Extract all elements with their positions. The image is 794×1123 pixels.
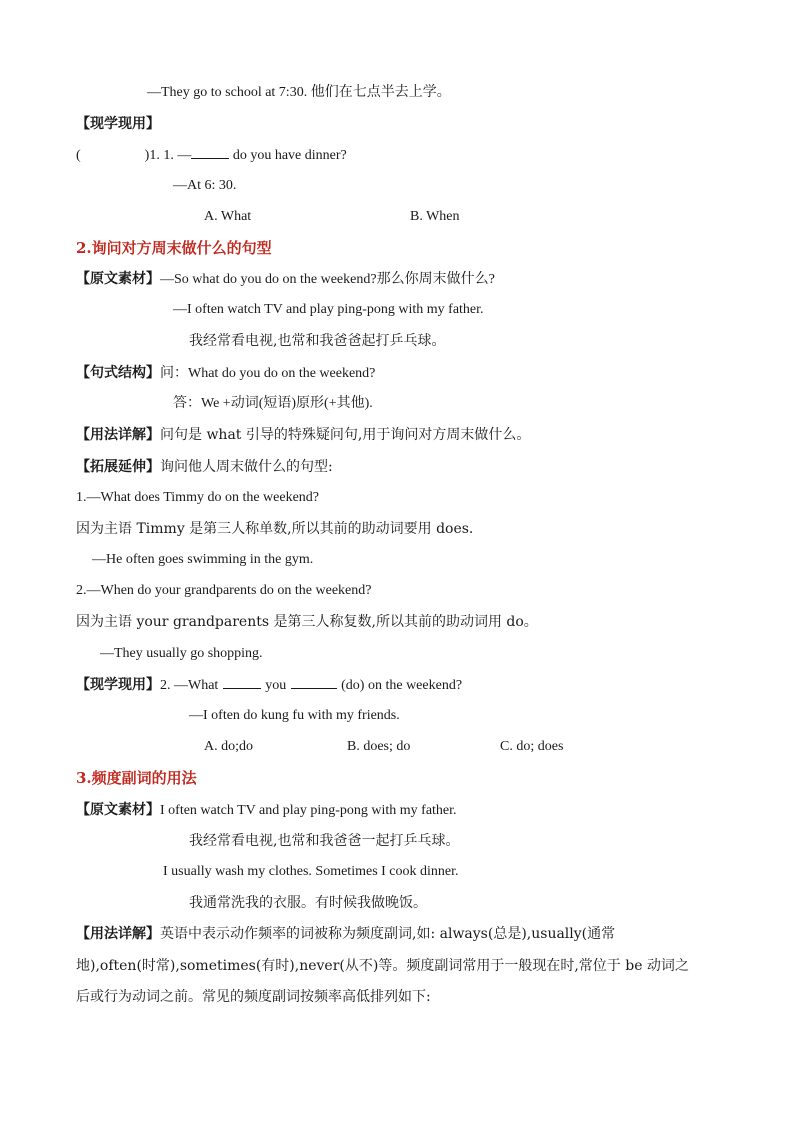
extension-answer-2: —They usually go shopping. bbox=[100, 646, 263, 661]
extension-text: 询问他人周末做什么的句型: bbox=[160, 459, 333, 475]
option-b-2: B. does; do bbox=[347, 739, 411, 754]
usage-line-3 bbox=[76, 924, 615, 944]
usage-text: 问句是 what 引导的特殊疑问句,用于询问对方周末做什么。 bbox=[160, 427, 531, 443]
question-1-line bbox=[76, 145, 347, 166]
option-c-2: C. do; does bbox=[500, 739, 564, 754]
source-material-text: —So what do you do on the weekend?那么你周末做什么? bbox=[160, 272, 495, 287]
option-b: B. When bbox=[410, 209, 460, 224]
question-number: )1. 1. — bbox=[144, 148, 192, 163]
source-material-text-3: I often watch TV and play ping-pong with my father. bbox=[160, 803, 457, 818]
usage-text-3-cont-2: 后或行为动词之前。常见的频度副词按频率高低排列如下: bbox=[76, 989, 431, 1005]
structure-line bbox=[76, 363, 375, 384]
practice-2-label: 【现学现用】 bbox=[76, 677, 160, 693]
extension-answer-1: —He often goes swimming in the gym. bbox=[92, 552, 314, 567]
usage-label: 【用法详解】 bbox=[76, 427, 160, 443]
extension-line bbox=[76, 457, 333, 477]
extension-example-1: 1.—What does Timmy do on the weekend? bbox=[76, 490, 320, 505]
answer-paren-open: ( bbox=[76, 148, 81, 163]
question-text: do you have dinner? bbox=[232, 148, 347, 163]
practice-2-answer: —I often do kung fu with my friends. bbox=[189, 708, 400, 723]
fill-blank-1[interactable] bbox=[223, 675, 261, 689]
example-answer-line: —They go to school at 7:30. 他们在七点半去上学。 bbox=[147, 85, 451, 100]
usage-label-3: 【用法详解】 bbox=[76, 926, 160, 942]
source-material-label-3: 【原文素材】 bbox=[76, 802, 160, 818]
option-a: A. What bbox=[204, 209, 252, 224]
source-material-label: 【原文素材】 bbox=[76, 271, 160, 287]
usage-line bbox=[76, 425, 530, 445]
section-2-heading: 2.询问对方周末做什么的句型 bbox=[76, 239, 272, 257]
extension-label: 【拓展延伸】 bbox=[76, 459, 160, 475]
practice-2-question-start: 2. —What bbox=[160, 678, 219, 693]
fill-blank[interactable] bbox=[191, 145, 229, 159]
structure-label: 【句式结构】 bbox=[76, 365, 160, 381]
fill-blank-2[interactable] bbox=[291, 675, 337, 689]
source-material-line-3 bbox=[76, 800, 457, 821]
source-translation-3: 我经常看电视,也常和我爸爸一起打乒乓球。 bbox=[189, 833, 460, 849]
extension-explanation-1: 因为主语 Timmy 是第三人称单数,所以其前的助动词要用 does. bbox=[76, 521, 474, 537]
practice-2-line bbox=[76, 675, 462, 696]
usage-text-3-cont-1: 地),often(时常),sometimes(有时),never(从不)等。频度副词常用于一般现在时,常位于 be 动词之 bbox=[76, 958, 689, 974]
source-translation: 我经常看电视,也常和我爸爸起打乒乓球。 bbox=[189, 333, 446, 349]
practice-label: 【现学现用】 bbox=[76, 116, 160, 132]
source-example-3: I usually wash my clothes. Sometimes I cook dinner. bbox=[163, 864, 459, 879]
structure-answer: 答：We +动词(短语)原形(+其他). bbox=[173, 396, 373, 411]
practice-2-you: you bbox=[265, 678, 287, 693]
question-1-answer: —At 6: 30. bbox=[173, 178, 237, 193]
section-3-heading: 3.频度副词的用法 bbox=[76, 769, 197, 787]
option-a-2: A. do;do bbox=[204, 739, 253, 754]
source-example-translation-3: 我通常洗我的衣服。有时候我做晚饭。 bbox=[189, 895, 427, 911]
source-answer: —I often watch TV and play ping-pong with my father. bbox=[173, 302, 484, 317]
extension-explanation-2: 因为主语 your grandparents 是第三人称复数,所以其前的助动词用 do。 bbox=[76, 614, 538, 630]
structure-question: 问：What do you do on the weekend? bbox=[160, 366, 376, 381]
extension-example-2: 2.—When do your grandparents do on the weekend? bbox=[76, 583, 372, 598]
source-material-line bbox=[76, 269, 495, 290]
usage-text-3: 英语中表示动作频率的词被称为频度副词,如: always(总是),usually(通常 bbox=[160, 926, 616, 942]
practice-2-question-end: (do) on the weekend? bbox=[341, 678, 463, 693]
